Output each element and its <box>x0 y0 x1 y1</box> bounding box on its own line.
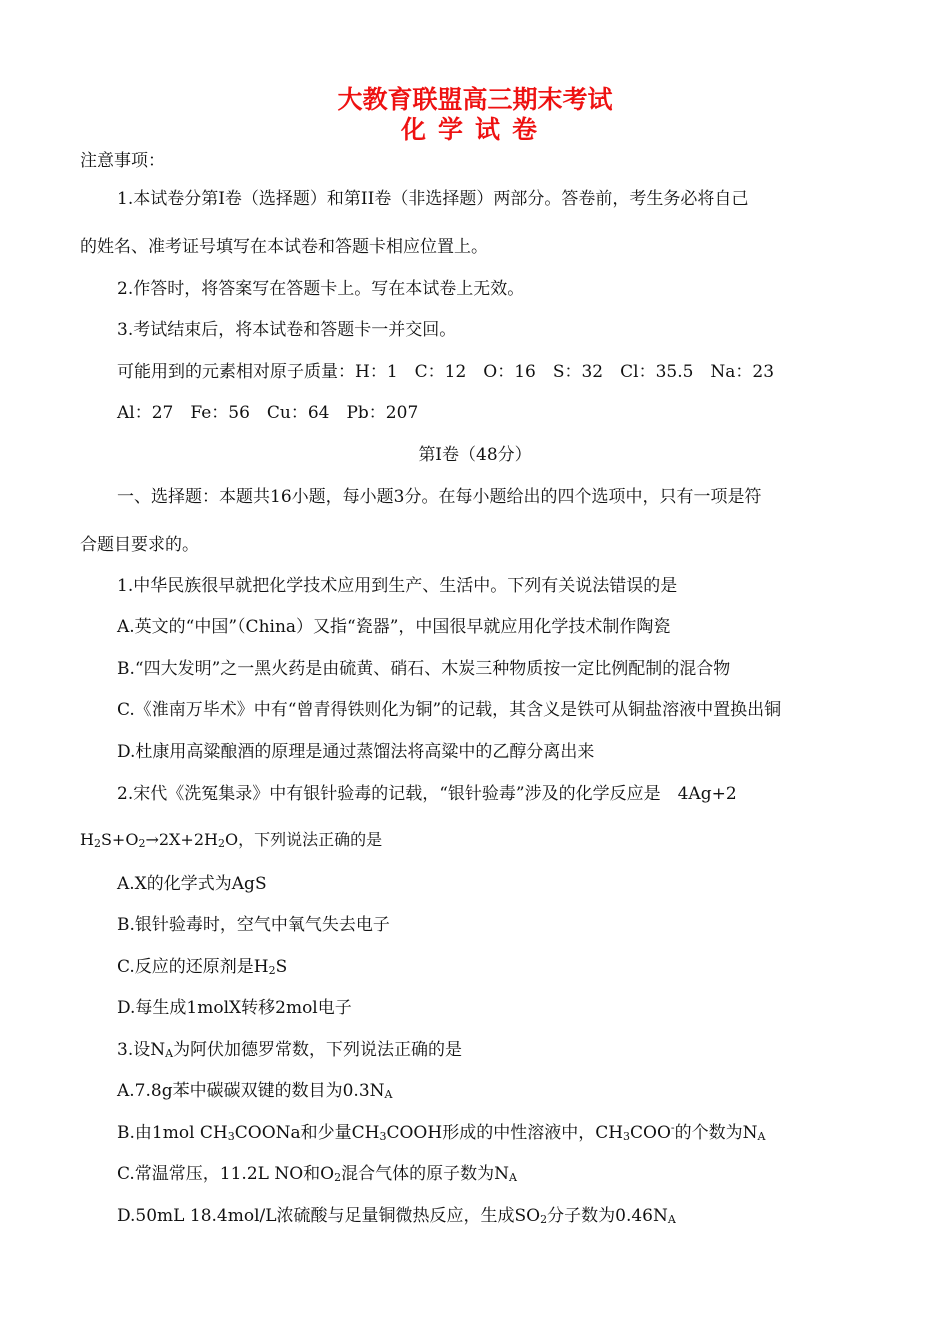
question-1-option-b: B.“四大发明”之一黑火药是由硫黄、硝石、木炭三种物质按一定比例配制的混合物 <box>117 659 731 679</box>
option-text: COO <box>630 1123 671 1143</box>
subscript: 3 <box>623 1130 631 1143</box>
subscript: 2 <box>93 837 101 850</box>
section-intro-cont: 合题目要求的。 <box>80 535 199 555</box>
question-1-option-d: D.杜康用高粱酿酒的原理是通过蒸馏法将高粱中的乙醇分离出来 <box>117 742 595 762</box>
option-text: A.7.8g苯中碳碳双键的数目为0.3N <box>117 1081 385 1101</box>
question-2-option-d: D.每生成1molX转移2mol电子 <box>117 998 352 1018</box>
subscript: 2 <box>217 837 225 850</box>
subscript: A <box>508 1171 517 1184</box>
superscript: - <box>670 1121 675 1134</box>
question-1-option-c: C.《淮南万毕术》中有“曾青得铁则化为铜”的记载，其含义是铁可从铜盐溶液中置换出铜 <box>117 700 782 720</box>
subscript: A <box>384 1088 393 1101</box>
subscript: 2 <box>268 964 276 977</box>
question-2-stem-cont <box>80 827 382 850</box>
question-1-stem: 1.中华民族很早就把化学技术应用到生产、生活中。下列有关说法错误的是 <box>117 576 678 596</box>
option-text: 的个数为N <box>674 1123 758 1143</box>
note-item-1-cont: 的姓名、准考证号填写在本试卷和答题卡相应位置上。 <box>80 237 488 257</box>
option-text: COOH形成的中性溶液中，CH <box>386 1123 624 1143</box>
atomic-mass-line-1: 可能用到的元素相对原子质量：H：1 C：12 O：16 S：32 Cl：35.5 Na：23 <box>117 362 775 382</box>
question-3-stem <box>117 1035 462 1060</box>
question-2-stem: 2.宋代《洗冤集录》中有银针验毒的记载，“银针验毒”涉及的化学反应是 4Ag+2 <box>117 784 737 804</box>
subscript: 2 <box>334 1171 342 1184</box>
question-3-option-d <box>117 1201 676 1226</box>
equation-text: →2X+2H <box>145 830 218 849</box>
subscript: 3 <box>227 1130 235 1143</box>
exam-subtitle: 化学试卷 <box>400 115 549 144</box>
equation-text: H <box>80 830 94 849</box>
note-item-1: 1.本试卷分第Ⅰ卷（选择题）和第II卷（非选择题）两部分。答卷前，考生务必将自己 <box>117 189 749 209</box>
question-1-option-a: A.英文的“中国”（China）又指“瓷器”，中国很早就应用化学技术制作陶瓷 <box>117 617 671 637</box>
option-text: C.常温常压，11.2L NO和O <box>117 1164 335 1184</box>
option-text: 分子数为0.46N <box>547 1206 668 1226</box>
option-text: S <box>275 957 288 977</box>
subscript: A <box>757 1130 766 1143</box>
equation-text: O，下列说法正确的是 <box>224 830 383 849</box>
equation-text: S+O <box>100 830 139 849</box>
subscript: 2 <box>540 1213 548 1226</box>
question-3-option-a <box>117 1076 392 1101</box>
stem-text: 3.设N <box>117 1040 166 1060</box>
question-3-option-b <box>117 1118 765 1143</box>
question-3-option-c <box>117 1159 517 1184</box>
option-text: COONa和少量CH <box>234 1123 380 1143</box>
subscript: A <box>165 1047 174 1060</box>
question-2-option-c <box>117 952 287 977</box>
option-text: B.由1mol CH <box>117 1123 228 1143</box>
question-2-option-b: B.银针验毒时，空气中氧气失去电子 <box>117 915 390 935</box>
option-text: D.50mL 18.4mol/L浓硫酸与足量铜微热反应，生成SO <box>117 1206 541 1226</box>
option-text: 混合气体的原子数为N <box>341 1164 509 1184</box>
section-intro: 一、选择题：本题共16小题，每小题3分。在每小题给出的四个选项中，只有一项是符 <box>117 487 762 507</box>
note-item-2: 2.作答时，将答案写在答题卡上。写在本试卷上无效。 <box>117 279 525 299</box>
subscript: 3 <box>379 1130 387 1143</box>
section-title: 第Ⅰ卷（48分） <box>418 445 532 465</box>
question-2-option-a: A.X的化学式为AgS <box>117 874 267 894</box>
note-item-3: 3.考试结束后，将本试卷和答题卡一并交回。 <box>117 320 457 340</box>
exam-title: 大教育联盟高三期末考试 <box>337 85 613 114</box>
subscript: 2 <box>138 837 146 850</box>
notes-heading: 注意事项： <box>80 151 165 171</box>
stem-text: 为阿伏加德罗常数，下列说法正确的是 <box>173 1040 463 1060</box>
atomic-mass-line-2: Al：27 Fe：56 Cu：64 Pb：207 <box>117 403 419 423</box>
subscript: A <box>667 1213 676 1226</box>
option-text: C.反应的还原剂是H <box>117 957 269 977</box>
